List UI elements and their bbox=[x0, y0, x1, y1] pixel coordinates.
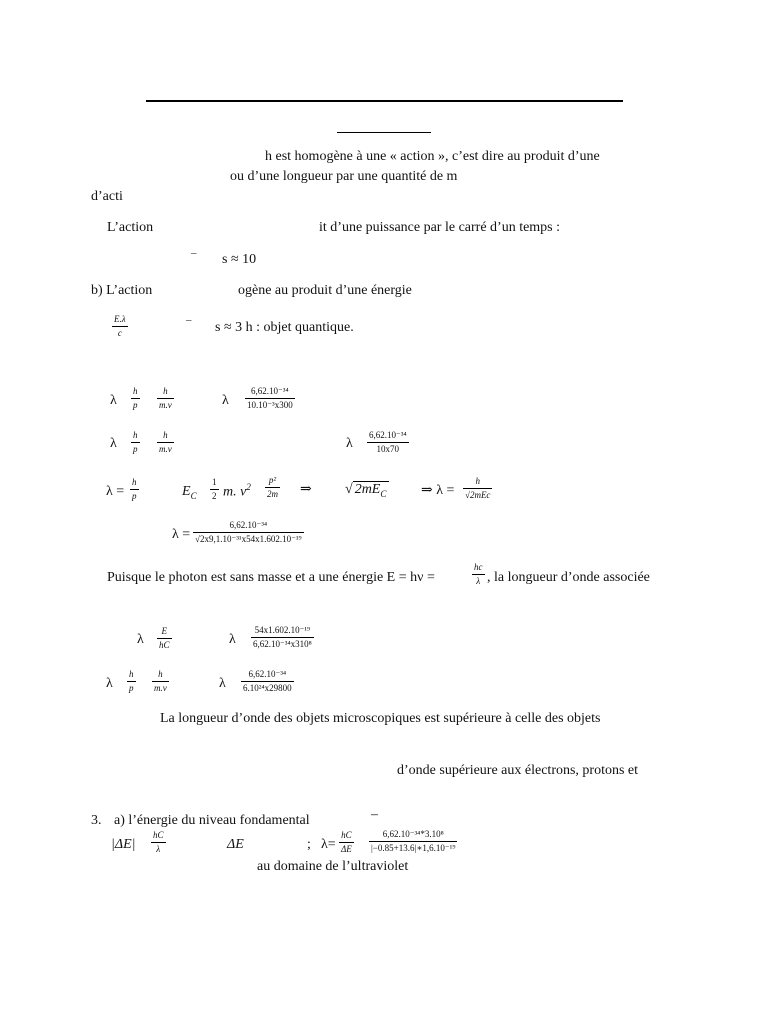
delta-e: ΔE bbox=[227, 837, 244, 852]
frac-hc-delta-e: hC ΔE bbox=[341, 830, 352, 854]
implies-arrow-2: ⇒ λ = bbox=[421, 483, 455, 498]
text-quantum-object: s ≈ 3 h : objet quantique. bbox=[215, 320, 354, 335]
frac-e-lambda-c: E.λ c bbox=[114, 314, 126, 338]
frac-value-11: 6,62.10⁻³⁴ √2x9,1.10⁻³¹x54x1.602.10⁻¹⁹ bbox=[195, 520, 302, 544]
frac-h-mv-14: h m.v bbox=[154, 669, 167, 693]
lambda-14a: λ bbox=[106, 676, 113, 691]
text-line-2: ou d’une longueur par une quantité de m bbox=[230, 169, 458, 184]
text-ground-level: a) l’énergie du niveau fondamental bbox=[114, 813, 310, 828]
lambda-13a: λ bbox=[137, 632, 144, 647]
text-microscopic: La longueur d’onde des objets microscopiques est supérieure à celle des objets bbox=[160, 711, 601, 726]
text-photon: Puisque le photon est sans masse et a une énergie E = hν = bbox=[107, 570, 435, 585]
dash-1: – bbox=[191, 247, 197, 259]
lambda-14b: λ bbox=[219, 676, 226, 691]
lambda-18: λ= bbox=[321, 837, 336, 852]
lambda-13b: λ bbox=[229, 632, 236, 647]
lambda-10: λ = bbox=[106, 484, 125, 499]
dash-2: – bbox=[186, 314, 192, 326]
subtitle-rule bbox=[337, 132, 431, 133]
text-action-power: it d’une puissance par le carré d’un temps : bbox=[319, 220, 561, 235]
frac-value-18: 6,62.10⁻³⁴*3.10⁸ |−0.85+13.6|∗1,6.10⁻¹⁹ bbox=[371, 829, 456, 853]
text-part-b: b) L’action bbox=[91, 283, 153, 298]
title-rule bbox=[146, 100, 623, 102]
frac-value-9: 6,62.10⁻³⁴ 10x70 bbox=[369, 430, 407, 454]
frac-h-p-14: h p bbox=[129, 669, 134, 693]
frac-value-8: 6,62.10⁻³⁴ 10.10⁻³x300 bbox=[247, 386, 293, 410]
text-result-1: s ≈ 10 bbox=[222, 252, 257, 267]
text-wavelength-higher: d’onde supérieure aux électrons, protons et bbox=[397, 763, 639, 778]
implies-arrow-1: ⇒ bbox=[300, 482, 312, 497]
frac-h-p-10: h p bbox=[132, 477, 137, 501]
dash-3: – bbox=[371, 807, 378, 822]
frac-h-p-8: h p bbox=[133, 386, 138, 410]
semicolon: ; bbox=[307, 837, 311, 852]
frac-value-13: 54x1.602.10⁻¹⁹ 6,62.10⁻³⁴x310⁸ bbox=[253, 625, 312, 649]
mass-velocity-squared: m. $v^2$ bbox=[223, 482, 251, 500]
frac-h-sqrt: h √2mEc bbox=[465, 476, 491, 500]
item-number-3: 3. bbox=[91, 813, 102, 828]
text-action-label: L’action bbox=[107, 220, 154, 235]
text-photon-end: , la longueur d’onde associée bbox=[487, 570, 650, 585]
frac-h-mv-9: h m.v bbox=[159, 430, 172, 454]
frac-hc-lambda-18: hC λ bbox=[153, 830, 164, 854]
text-ultraviolet: au domaine de l’ultraviolet bbox=[257, 859, 409, 874]
sqrt-2mec: √ $2mE_C$ bbox=[345, 481, 389, 499]
text-line-1: h est homogène à une « action », c’est dire au produit d’une bbox=[265, 149, 600, 164]
lambda-8a: λ bbox=[110, 393, 117, 408]
frac-hc-lambda: hc λ bbox=[474, 562, 483, 586]
frac-one-half: 1 2 bbox=[212, 477, 217, 501]
frac-p2-2m: p² 2m bbox=[267, 475, 278, 499]
frac-h-p-9: h p bbox=[133, 430, 138, 454]
lambda-9a: λ bbox=[110, 436, 117, 451]
frac-value-14: 6,62.10⁻³⁴ 6.10²⁴x29800 bbox=[243, 669, 292, 693]
lambda-9b: λ bbox=[346, 436, 353, 451]
frac-e-hc: E hC bbox=[159, 626, 170, 650]
lambda-8b: λ bbox=[222, 393, 229, 408]
kinetic-energy-symbol: $E_C$ bbox=[182, 484, 197, 501]
text-line-3: d’acti bbox=[91, 189, 123, 204]
abs-delta-e: |ΔE| bbox=[111, 837, 136, 852]
frac-h-mv-8: h m.v bbox=[159, 386, 172, 410]
lambda-11: λ = bbox=[172, 527, 191, 542]
text-part-b-energy: ogène au produit d’une énergie bbox=[238, 283, 412, 298]
